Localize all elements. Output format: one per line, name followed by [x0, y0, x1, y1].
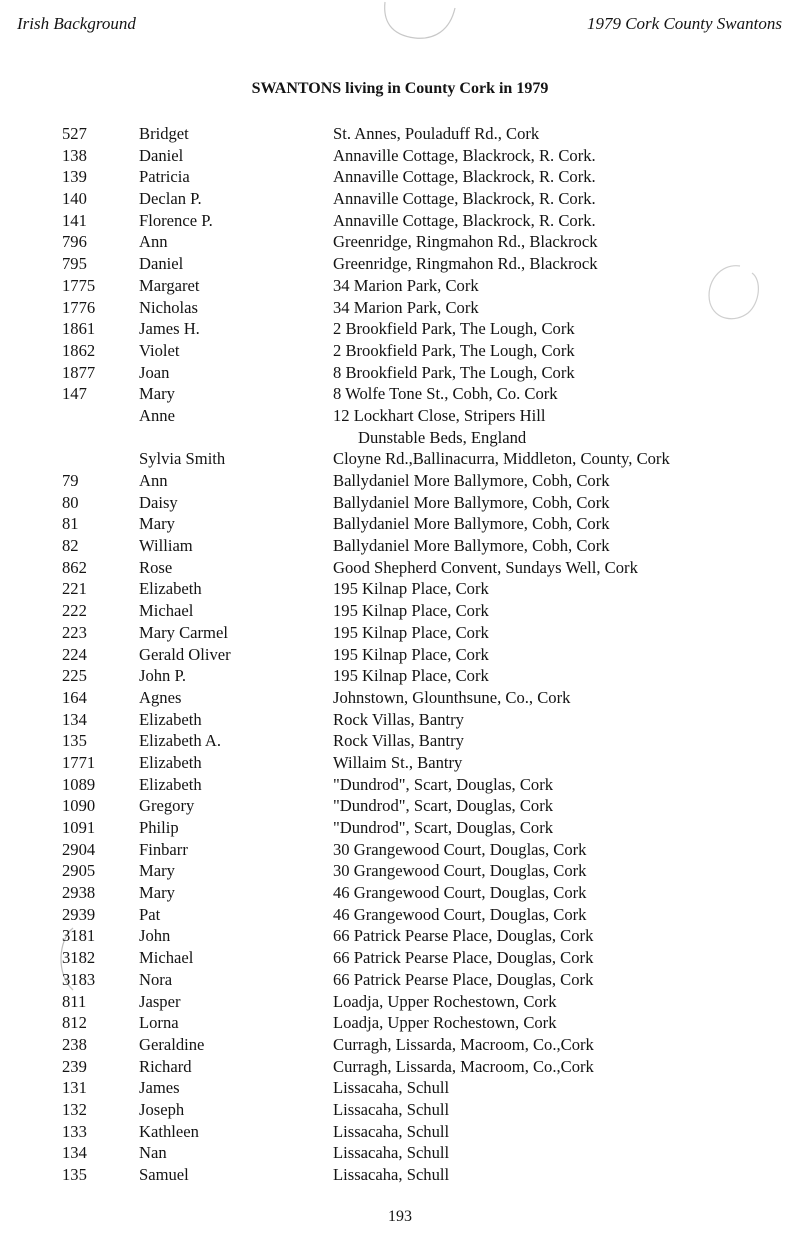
- list-item: [0, 991, 800, 1013]
- entry-number: 1771: [62, 752, 96, 772]
- entry-address: 2 Brookfield Park, The Lough, Cork: [333, 319, 575, 339]
- entry-number: 1775: [62, 275, 96, 295]
- entry-number: 2939: [62, 904, 96, 924]
- list-item: [0, 427, 800, 449]
- entry-number: 1776: [62, 297, 96, 317]
- entry-name: Elizabeth: [139, 752, 202, 772]
- entry-number: 140: [62, 189, 87, 209]
- entry-address: Annaville Cottage, Blackrock, R. Cork.: [333, 189, 596, 209]
- entry-number: 133: [62, 1121, 87, 1141]
- entry-number: 81: [62, 514, 79, 534]
- list-item: [0, 210, 800, 232]
- entry-name: Elizabeth: [139, 579, 202, 599]
- list-item: [0, 535, 800, 557]
- entry-name: Samuel: [139, 1165, 189, 1184]
- entry-name: William: [139, 536, 193, 556]
- entry-name: John P.: [139, 666, 187, 686]
- list-item: [0, 839, 800, 861]
- entry-number: 1877: [62, 362, 96, 382]
- entry-number: 132: [62, 1099, 87, 1119]
- entry-number: 80: [62, 492, 79, 512]
- list-item: [0, 145, 800, 167]
- entry-name: Mary: [139, 384, 175, 404]
- pencil-scribble-top: [375, 0, 465, 45]
- list-item: [0, 709, 800, 731]
- entry-number: 147: [62, 384, 87, 404]
- entry-name: Kathleen: [139, 1121, 199, 1141]
- entry-address: 34 Marion Park, Cork: [333, 297, 479, 317]
- list-item: [0, 1164, 800, 1186]
- entry-address: Lissacaha, Schull: [333, 1143, 450, 1163]
- entry-address: 66 Patrick Pearse Place, Douglas, Cork: [333, 926, 594, 946]
- entry-name: Ann: [139, 232, 168, 252]
- entry-name: Mary: [139, 883, 175, 903]
- entry-address: 195 Kilnap Place, Cork: [333, 622, 489, 642]
- list-item: [0, 297, 800, 319]
- list-item: [0, 774, 800, 796]
- entry-name: Anne: [139, 405, 175, 425]
- list-item: [0, 1121, 800, 1143]
- entry-address: Rock Villas, Bantry: [333, 731, 464, 751]
- list-item: [0, 166, 800, 188]
- entry-name: Margaret: [139, 275, 200, 295]
- entry-number: 221: [62, 579, 87, 599]
- list-item: [0, 644, 800, 666]
- entry-name: Violet: [139, 340, 180, 360]
- entry-address: "Dundrod", Scart, Douglas, Cork: [333, 796, 554, 816]
- entry-number: 3183: [62, 969, 96, 989]
- entry-name: Richard: [139, 1056, 192, 1076]
- entry-address: Rock Villas, Bantry: [333, 709, 464, 729]
- entry-number: 223: [62, 622, 87, 642]
- entry-address: Johnstown, Glounthsune, Co., Cork: [333, 687, 571, 707]
- entry-number: 139: [62, 167, 87, 187]
- entry-address: 195 Kilnap Place, Cork: [333, 666, 489, 686]
- list-item: [0, 275, 800, 297]
- list-item: [0, 1077, 800, 1099]
- entry-name: Nicholas: [139, 297, 198, 317]
- entry-name: Elizabeth A.: [139, 731, 222, 751]
- entry-number: 3182: [62, 948, 96, 968]
- list-item: [0, 622, 800, 644]
- entry-address: Lissacaha, Schull: [333, 1121, 450, 1141]
- entry-name: Jasper: [139, 991, 181, 1011]
- list-item: [0, 383, 800, 405]
- entry-number: 222: [62, 601, 87, 621]
- entry-number: 164: [62, 687, 87, 707]
- entry-address: 66 Patrick Pearse Place, Douglas, Cork: [333, 969, 594, 989]
- entry-number: 1861: [62, 319, 96, 339]
- list-item: [0, 817, 800, 839]
- entry-name: Daniel: [139, 254, 184, 274]
- list-item: [0, 687, 800, 709]
- entry-address: Greenridge, Ringmahon Rd., Blackrock: [333, 254, 598, 274]
- list-item: [0, 362, 800, 384]
- entry-address: Loadja, Upper Rochestown, Cork: [333, 1013, 557, 1033]
- entry-address: St. Annes, Pouladuff Rd., Cork: [333, 124, 540, 143]
- entry-address: 30 Grangewood Court, Douglas, Cork: [333, 861, 587, 881]
- entry-number: 135: [62, 1165, 87, 1184]
- entry-number: 82: [62, 536, 79, 556]
- entry-number: 2904: [62, 839, 96, 859]
- entry-address: Curragh, Lissarda, Macroom, Co.,Cork: [333, 1056, 594, 1076]
- entry-address-continuation: Dunstable Beds, England: [358, 427, 527, 447]
- list-item: [0, 492, 800, 514]
- list-item: [0, 947, 800, 969]
- list-item: [0, 1056, 800, 1078]
- entry-name: Ann: [139, 471, 168, 490]
- list-item: [0, 969, 800, 991]
- running-header-right: 1979 Cork County Swantons: [586, 14, 782, 33]
- entry-number: 239: [62, 1056, 87, 1076]
- entry-name: Finbarr: [139, 839, 188, 859]
- list-item: [0, 860, 800, 882]
- entry-name: Lorna: [139, 1013, 179, 1033]
- entry-name: Joan: [139, 362, 170, 382]
- entry-number: 134: [62, 709, 87, 729]
- list-item: [0, 1099, 800, 1121]
- list-item: [0, 448, 800, 470]
- entry-number: 811: [62, 991, 87, 1011]
- entry-number: 812: [62, 1013, 87, 1033]
- entry-address: Willaim St., Bantry: [333, 752, 463, 772]
- list-item: [0, 925, 800, 947]
- entry-address: 195 Kilnap Place, Cork: [333, 579, 489, 599]
- entry-number: 1090: [62, 796, 96, 816]
- entry-name: Philip: [139, 818, 179, 837]
- entry-address: Ballydaniel More Ballymore, Cobh, Cork: [333, 536, 610, 556]
- entry-number: 135: [62, 731, 87, 751]
- entry-name: Nora: [139, 969, 173, 989]
- entry-number: 1089: [62, 774, 96, 794]
- list-item: [0, 405, 800, 427]
- entry-number: 795: [62, 254, 87, 274]
- list-item: [0, 557, 800, 579]
- list-item: [0, 752, 800, 774]
- entry-number: 862: [62, 557, 87, 577]
- entry-name: James: [139, 1078, 180, 1098]
- entry-name: Agnes: [139, 687, 182, 707]
- entry-name: Pat: [139, 904, 161, 924]
- entry-name: Daisy: [139, 492, 178, 512]
- entry-number: 238: [62, 1034, 87, 1054]
- entries-list: [0, 123, 800, 1186]
- entry-name: Declan P.: [139, 189, 202, 209]
- entry-name: Daniel: [139, 145, 184, 165]
- running-header-left: Irish Background: [17, 14, 136, 33]
- list-item: [0, 1142, 800, 1164]
- entry-name: Nan: [139, 1143, 167, 1163]
- entry-name: Elizabeth: [139, 709, 202, 729]
- entry-address: Ballydaniel More Ballymore, Cobh, Cork: [333, 514, 610, 534]
- entry-address: 8 Brookfield Park, The Lough, Cork: [333, 362, 575, 382]
- list-item: [0, 578, 800, 600]
- entry-name: Elizabeth: [139, 774, 202, 794]
- entry-address: 46 Grangewood Court, Douglas, Cork: [333, 883, 587, 903]
- entry-address: Loadja, Upper Rochestown, Cork: [333, 991, 557, 1011]
- entry-address: 8 Wolfe Tone St., Cobh, Co. Cork: [333, 384, 558, 404]
- entry-name: Gregory: [139, 796, 195, 816]
- entry-address: "Dundrod", Scart, Douglas, Cork: [333, 818, 554, 837]
- entry-number: 527: [62, 124, 87, 143]
- list-item: [0, 188, 800, 210]
- entry-name: Gerald Oliver: [139, 644, 231, 664]
- entry-number: 131: [62, 1078, 87, 1098]
- entry-address: Ballydaniel More Ballymore, Cobh, Cork: [333, 492, 610, 512]
- entry-number: 134: [62, 1143, 87, 1163]
- entry-name: Bridget: [139, 124, 189, 143]
- list-item: [0, 600, 800, 622]
- list-item: [0, 253, 800, 275]
- entry-address: 34 Marion Park, Cork: [333, 275, 479, 295]
- entry-address: Cloyne Rd.,Ballinacurra, Middleton, County, Cork: [333, 449, 670, 469]
- list-item: [0, 470, 800, 492]
- entry-address: Curragh, Lissarda, Macroom, Co.,Cork: [333, 1034, 594, 1054]
- list-item: [0, 513, 800, 535]
- entry-number: 2905: [62, 861, 96, 881]
- entry-address: Lissacaha, Schull: [333, 1099, 450, 1119]
- entry-name: Mary Carmel: [139, 622, 228, 642]
- entry-address: 66 Patrick Pearse Place, Douglas, Cork: [333, 948, 594, 968]
- list-item: [0, 795, 800, 817]
- entry-address: 30 Grangewood Court, Douglas, Cork: [333, 839, 587, 859]
- entry-number: 796: [62, 232, 87, 252]
- entry-address: 195 Kilnap Place, Cork: [333, 601, 489, 621]
- entry-name: Mary: [139, 514, 175, 534]
- entry-number: 138: [62, 145, 87, 165]
- entry-name: Michael: [139, 948, 194, 968]
- entry-name: Sylvia Smith: [139, 449, 226, 469]
- entry-address: 195 Kilnap Place, Cork: [333, 644, 489, 664]
- entry-number: 224: [62, 644, 87, 664]
- entry-address: "Dundrod", Scart, Douglas, Cork: [333, 774, 554, 794]
- entry-name: Rose: [139, 557, 173, 577]
- entry-name: James H.: [139, 319, 200, 339]
- entry-address: Lissacaha, Schull: [333, 1165, 450, 1184]
- page-title: SWANTONS living in County Cork in 1979: [251, 80, 549, 97]
- entry-address: Annaville Cottage, Blackrock, R. Cork.: [333, 167, 596, 187]
- entry-number: 3181: [62, 926, 96, 946]
- entry-number: 2938: [62, 883, 96, 903]
- entry-address: Annaville Cottage, Blackrock, R. Cork.: [333, 210, 596, 230]
- entry-address: Annaville Cottage, Blackrock, R. Cork.: [333, 145, 596, 165]
- entry-address: Good Shepherd Convent, Sundays Well, Cork: [333, 557, 638, 577]
- list-item: [0, 123, 800, 145]
- entry-name: Florence P.: [139, 210, 213, 230]
- entry-number: 225: [62, 666, 87, 686]
- entry-address: Ballydaniel More Ballymore, Cobh, Cork: [333, 471, 610, 490]
- entry-number: 1091: [62, 818, 96, 837]
- list-item: [0, 1012, 800, 1034]
- list-item: [0, 730, 800, 752]
- list-item: [0, 1034, 800, 1056]
- entry-name: Patricia: [139, 167, 190, 187]
- entry-name: Mary: [139, 861, 175, 881]
- entry-address: Greenridge, Ringmahon Rd., Blackrock: [333, 232, 598, 252]
- entry-number: 1862: [62, 340, 96, 360]
- list-item: [0, 882, 800, 904]
- entry-name: Joseph: [139, 1099, 185, 1119]
- entry-address: 46 Grangewood Court, Douglas, Cork: [333, 904, 587, 924]
- list-item: [0, 904, 800, 926]
- list-item: [0, 665, 800, 687]
- entry-name: Michael: [139, 601, 194, 621]
- list-item: [0, 340, 800, 362]
- entry-address: 2 Brookfield Park, The Lough, Cork: [333, 340, 575, 360]
- list-item: [0, 231, 800, 253]
- page-number: 193: [388, 1208, 412, 1225]
- entry-number: 79: [62, 471, 79, 490]
- entry-number: 141: [62, 210, 87, 230]
- entry-address: Lissacaha, Schull: [333, 1078, 450, 1098]
- entry-address: 12 Lockhart Close, Stripers Hill: [333, 405, 546, 425]
- entry-name: John: [139, 926, 171, 946]
- list-item: [0, 318, 800, 340]
- entry-name: Geraldine: [139, 1034, 205, 1054]
